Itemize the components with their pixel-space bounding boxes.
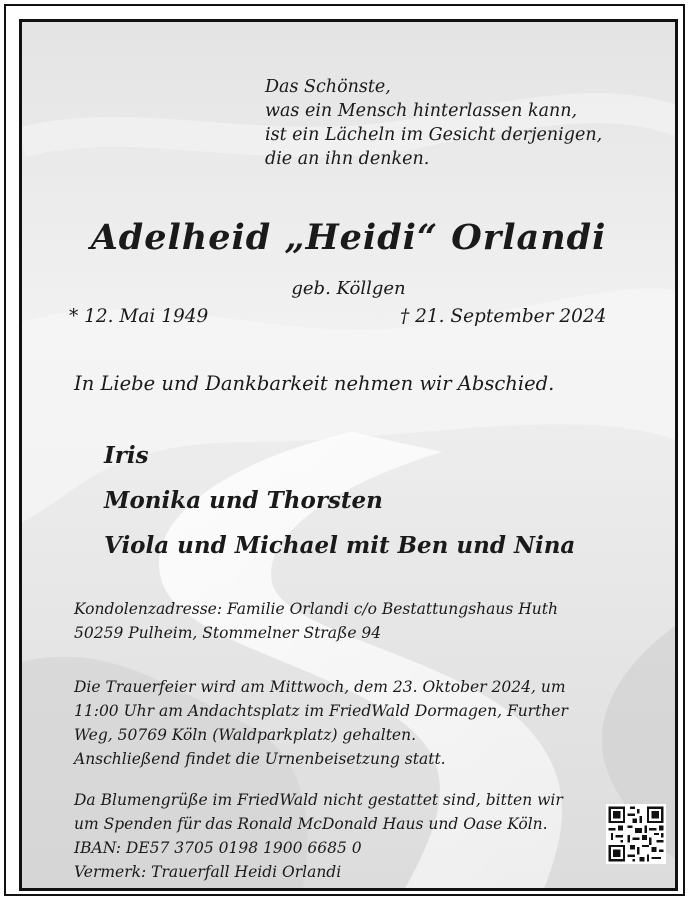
quote-line: was ein Mensch hinterlassen kann, bbox=[265, 101, 578, 121]
ceremony-line: 11:00 Uhr am Andachtsplatz im FriedWald Dormagen, Further bbox=[74, 702, 568, 720]
donation-line: IBAN: DE57 3705 0198 1900 6685 0 bbox=[74, 839, 362, 857]
qr-code[interactable] bbox=[606, 804, 666, 864]
quote-line: ist ein Lächeln im Gesicht derjenigen, bbox=[265, 125, 603, 145]
ceremony-line: Weg, 50769 Köln (Waldparkplatz) gehalten. bbox=[74, 726, 417, 744]
outer-frame bbox=[4, 4, 685, 896]
quote-line: Das Schönste, bbox=[265, 77, 391, 97]
deceased-name: Adelheid „Heidi“ Orlandi bbox=[90, 217, 607, 258]
death-date: † 21. September 2024 bbox=[400, 306, 607, 327]
donation-info bbox=[74, 788, 563, 884]
farewell-text: In Liebe und Dankbarkeit nehmen wir Abschied. bbox=[74, 372, 555, 395]
address-line: 50259 Pulheim, Stommelner Straße 94 bbox=[74, 624, 382, 642]
donation-line: Vermerk: Trauerfall Heidi Orlandi bbox=[74, 863, 342, 881]
family-member: Viola und Michael mit Ben und Nina bbox=[104, 532, 576, 559]
address-line: Kondolenzadresse: Familie Orlandi c/o Bestattungshaus Huth bbox=[74, 600, 558, 618]
donation-line: um Spenden für das Ronald McDonald Haus und Oase Köln. bbox=[74, 815, 548, 833]
birth-name: geb. Köllgen bbox=[291, 278, 406, 299]
ceremony-line: Die Trauerfeier wird am Mittwoch, dem 23. Oktober 2024, um bbox=[74, 678, 566, 696]
family-member: Iris bbox=[104, 442, 149, 469]
ceremony-line: Anschließend findet die Urnenbeisetzung statt. bbox=[74, 750, 446, 768]
donation-line: Da Blumengrüße im FriedWald nicht gestattet sind, bitten wir bbox=[74, 791, 563, 809]
quote-line: die an ihn denken. bbox=[265, 149, 430, 169]
condolence-address bbox=[74, 597, 558, 645]
obituary-card bbox=[19, 19, 678, 891]
memorial-quote bbox=[265, 75, 602, 171]
family-member: Monika und Thorsten bbox=[104, 487, 383, 514]
ceremony-info bbox=[74, 675, 568, 771]
birth-date: * 12. Mai 1949 bbox=[69, 306, 209, 327]
